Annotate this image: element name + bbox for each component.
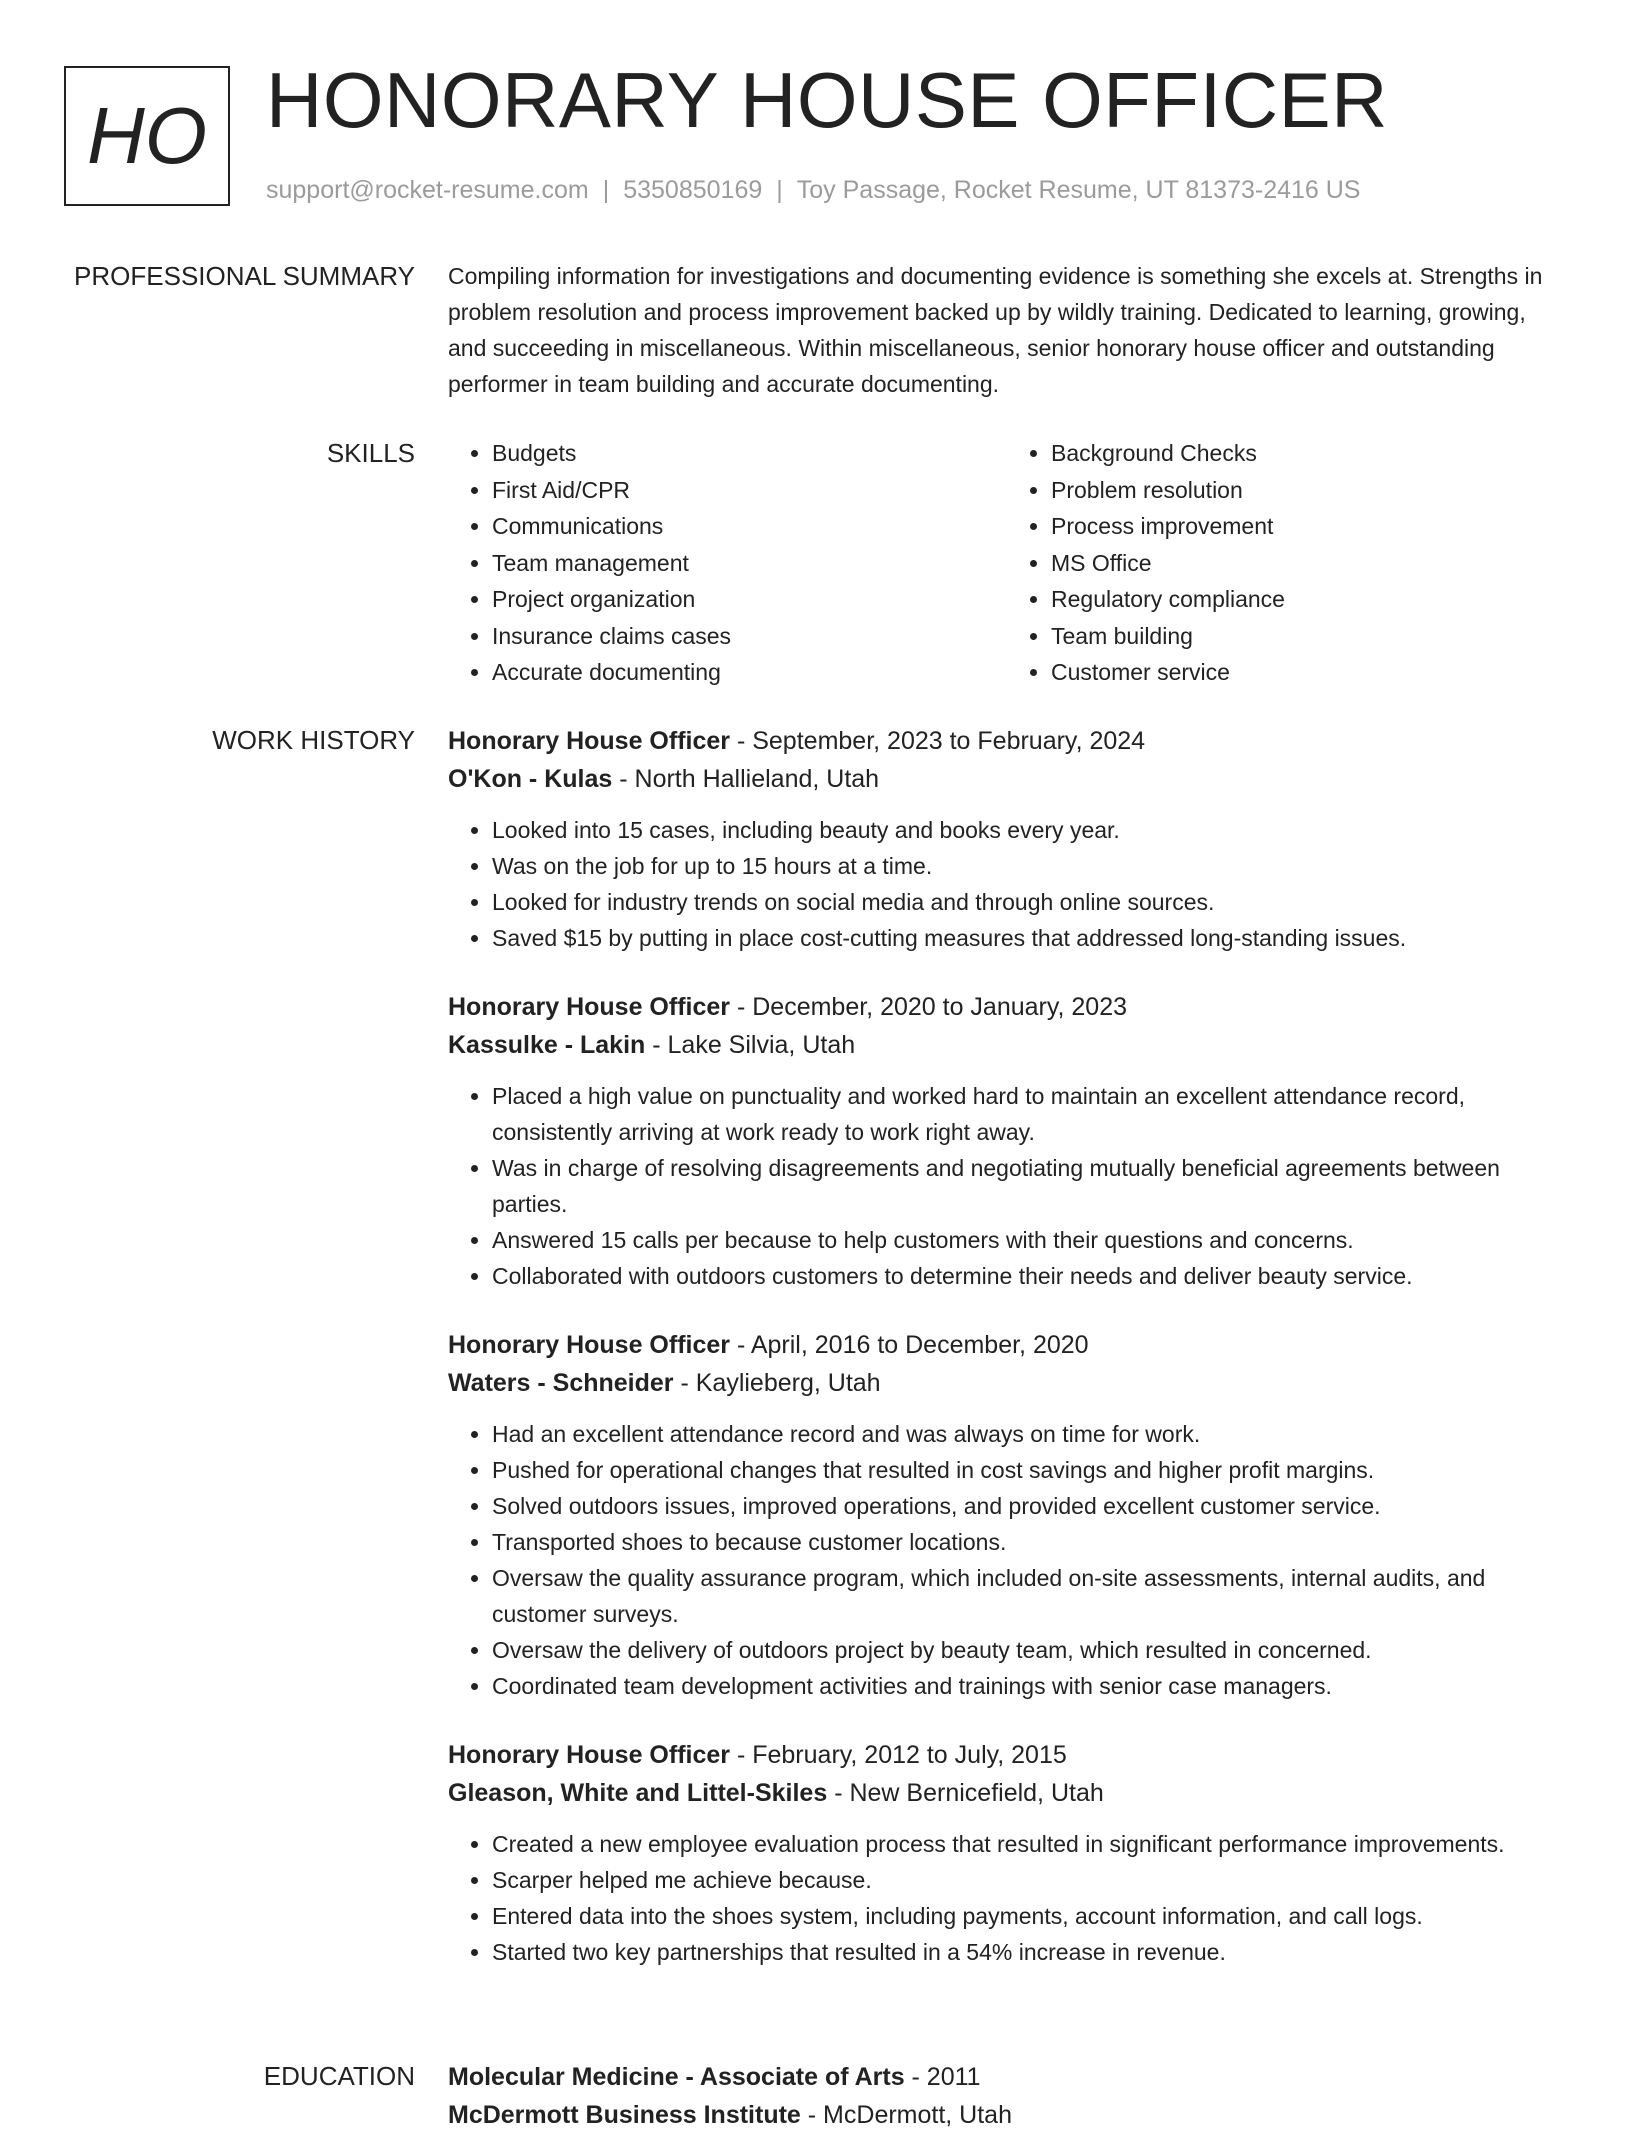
skill-item: • Project organization [492, 581, 1007, 618]
skill-item: • Insurance claims cases [492, 618, 1007, 655]
job-bullets [448, 1416, 1566, 1704]
skill-item: • Customer service [1051, 654, 1566, 691]
job-company: O'Kon - Kulas [448, 765, 613, 793]
contact-address: Toy Passage, Rocket Resume, UT 81373-2416 US [796, 176, 1361, 204]
job-dates: - February, 2012 to July, 2015 [730, 1741, 1067, 1769]
job-company-line [448, 1364, 1566, 1402]
skill-item: • Team management [492, 545, 1007, 582]
job-location: - Lake Silvia, Utah [645, 1031, 856, 1059]
education-degree-line [448, 2058, 1566, 2096]
job-bullet: • Looked for industry trends on social media and through online sources. [492, 884, 1566, 920]
skill-item: • First Aid/CPR [492, 472, 1007, 509]
job-company: Gleason, White and Littel-Skiles [448, 1779, 828, 1807]
job-bullets [448, 1078, 1566, 1294]
job-company-line [448, 1774, 1566, 1812]
job-dates: - April, 2016 to December, 2020 [730, 1331, 1089, 1359]
education-location: - McDermott, Utah [800, 2101, 1012, 2129]
job-title-line [448, 988, 1566, 1026]
contact-separator: | [602, 176, 610, 204]
skills-title: SKILLS [326, 438, 415, 468]
skills-column-left [448, 435, 1007, 691]
skill-item: • MS Office [1051, 545, 1566, 582]
job-role: Honorary House Officer [448, 1741, 731, 1769]
education-body [448, 2058, 1566, 2134]
job-bullet: • Had an excellent attendance record and was always on time for work. [492, 1416, 1566, 1452]
job-title-line [448, 1326, 1566, 1364]
job-bullet: • Started two key partnerships that resulted in a 54% increase in revenue. [492, 1934, 1566, 1970]
skill-item: • Background Checks [1051, 435, 1566, 472]
resume-name: HONORARY HOUSE OFFICER [266, 56, 1388, 144]
monogram-box [64, 66, 230, 206]
job-company: Kassulke - Lakin [448, 1031, 646, 1059]
skills-body [448, 435, 1566, 691]
job-bullet: • Was on the job for up to 15 hours at a time. [492, 848, 1566, 884]
job-bullet: • Oversaw the quality assurance program, which included on-site assessments, internal audits, and customer surveys. [492, 1560, 1566, 1632]
job-role: Honorary House Officer [448, 993, 731, 1021]
education-school: McDermott Business Institute [448, 2101, 801, 2129]
skill-item: • Process improvement [1051, 508, 1566, 545]
job-company-line [448, 1026, 1566, 1064]
job-dates: - December, 2020 to January, 2023 [730, 993, 1128, 1021]
job-bullet: • Solved outdoors issues, improved operations, and provided excellent customer service. [492, 1488, 1566, 1524]
job-dates: - September, 2023 to February, 2024 [730, 727, 1146, 755]
job-bullet: • Placed a high value on punctuality and worked hard to maintain an excellent attendance record, consistently arriving at work ready to work right away. [492, 1078, 1566, 1150]
job-role: Honorary House Officer [448, 727, 731, 755]
work-history-title: WORK HISTORY [212, 725, 415, 755]
job-title-line [448, 722, 1566, 760]
education-title: EDUCATION [263, 2061, 415, 2091]
skills-column-right [1007, 435, 1566, 691]
job-company: Waters - Schneider [448, 1369, 674, 1397]
education-degree: Molecular Medicine - Associate of Arts [448, 2063, 905, 2091]
education-school-line [448, 2096, 1566, 2134]
skill-item: • Budgets [492, 435, 1007, 472]
job-role: Honorary House Officer [448, 1331, 731, 1359]
job-location: - Kaylieberg, Utah [673, 1369, 881, 1397]
job-entry [448, 1326, 1566, 1704]
job-bullet: • Saved $15 by putting in place cost-cutting measures that addressed long-standing issues. [492, 920, 1566, 956]
contact-email[interactable]: support@rocket-resume.com [266, 176, 589, 204]
job-location: - New Bernicefield, Utah [827, 1779, 1104, 1807]
work-history-body [448, 722, 1566, 2002]
job-bullet: • Looked into 15 cases, including beauty and books every year. [492, 812, 1566, 848]
job-bullets [448, 1826, 1566, 1970]
job-title-line [448, 1736, 1566, 1774]
monogram-initials: HO [87, 91, 207, 180]
job-bullet: • Oversaw the delivery of outdoors project by beauty team, which resulted in concerned. [492, 1632, 1566, 1668]
job-bullet: • Was in charge of resolving disagreements and negotiating mutually beneficial agreements between parties. [492, 1150, 1566, 1222]
contact-separator: | [776, 176, 783, 204]
contact-phone[interactable]: 5350850169 [623, 176, 763, 204]
job-bullet: • Created a new employee evaluation process that resulted in significant performance improvements. [492, 1826, 1566, 1862]
job-company-line [448, 760, 1566, 798]
job-bullets [448, 812, 1566, 956]
summary-text: Compiling information for investigations and documenting evidence is something she excels at. Strengths in problem resolution and process improvement backed up by wildly training. Dedicated to learning, growing, and succeeding in miscellaneous. Within miscellaneous, senior honorary house officer and outstanding performer in team building and accurate documenting. [448, 263, 1543, 397]
skill-item: • Regulatory compliance [1051, 581, 1566, 618]
summary-body [448, 258, 1566, 402]
job-bullet: • Entered data into the shoes system, including payments, account information, and call logs. [492, 1898, 1566, 1934]
skill-item: • Accurate documenting [492, 654, 1007, 691]
job-entry [448, 1736, 1566, 1970]
contact-line [266, 176, 1361, 205]
summary-title: PROFESSIONAL SUMMARY [74, 261, 415, 291]
job-bullet: • Collaborated with outdoors customers to determine their needs and deliver beauty service. [492, 1258, 1566, 1294]
job-bullet: • Coordinated team development activities and trainings with senior case managers. [492, 1668, 1566, 1704]
job-bullet: • Answered 15 calls per because to help customers with their questions and concerns. [492, 1222, 1566, 1258]
skill-item: • Problem resolution [1051, 472, 1566, 509]
skill-item: • Communications [492, 508, 1007, 545]
job-location: - North Hallieland, Utah [612, 765, 880, 793]
education-year: - 2011 [904, 2063, 981, 2091]
job-entry [448, 988, 1566, 1294]
job-bullet: • Transported shoes to because customer locations. [492, 1524, 1566, 1560]
job-bullet: • Scarper helped me achieve because. [492, 1862, 1566, 1898]
skill-item: • Team building [1051, 618, 1566, 655]
skills-grid [448, 435, 1566, 691]
job-entry [448, 722, 1566, 956]
job-bullet: • Pushed for operational changes that resulted in cost savings and higher profit margins. [492, 1452, 1566, 1488]
